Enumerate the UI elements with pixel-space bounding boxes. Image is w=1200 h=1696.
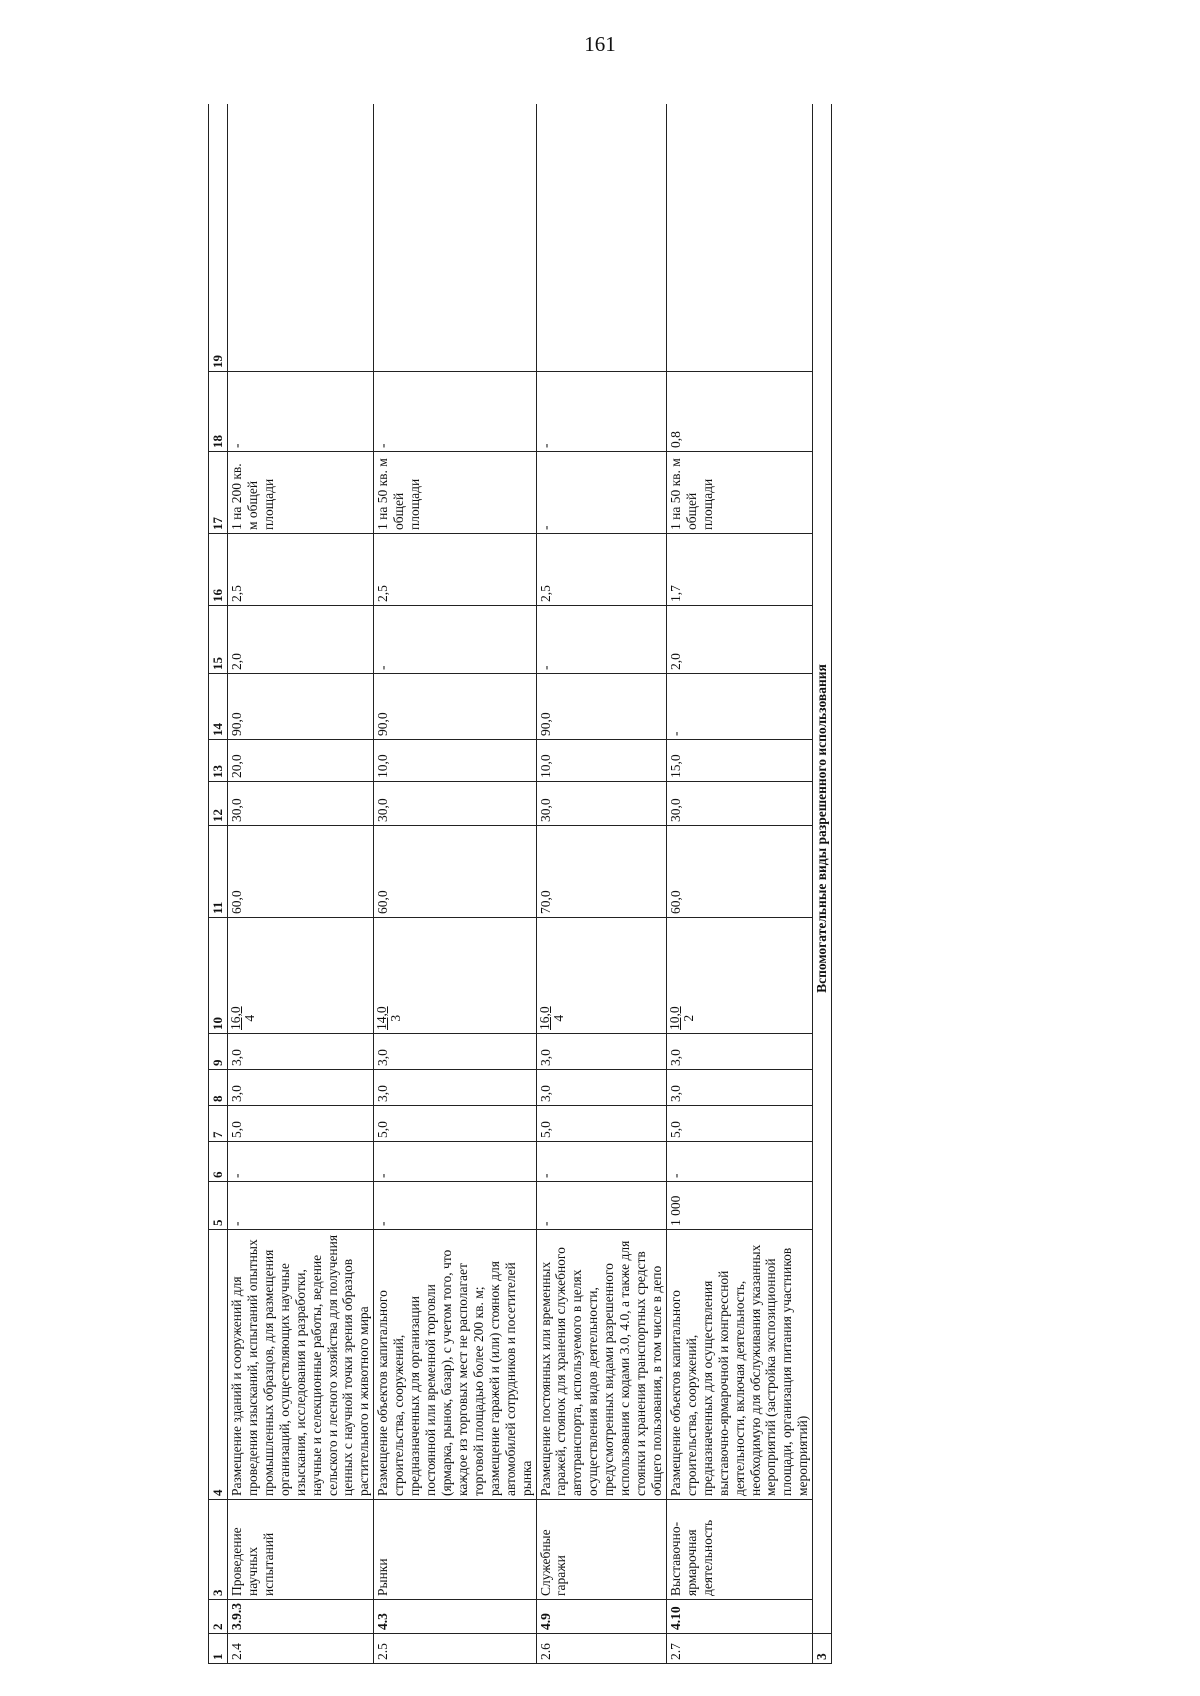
cell-col-17: 1 на 200 кв. м общей площади: [228, 452, 374, 534]
cell-col-5: -: [536, 1182, 666, 1230]
column-header-17: 17: [209, 452, 228, 534]
cell-col-15: 2,0: [666, 606, 812, 674]
column-header-16: 16: [209, 534, 228, 606]
cell-col-8: 3,0: [374, 1070, 536, 1106]
column-header-5: 5: [209, 1182, 228, 1230]
column-header-14: 14: [209, 674, 228, 740]
cell-col-15: 2,0: [228, 606, 374, 674]
table-row: [536, 104, 666, 1664]
cell-col-14: -: [666, 674, 812, 740]
fraction-numerator: 16,0: [228, 1006, 243, 1030]
fraction-numerator: 10,0: [666, 1006, 682, 1030]
cell-height-floors: [536, 918, 666, 1034]
header-row: [209, 104, 228, 1664]
fraction-denominator: 3: [388, 1014, 404, 1022]
cell-col-4: Размещение постоянных или временных гаражей, стоянок для хранения служебного автотранспорта, используемого в целях осуществления видов деятельности, предусмотренных видами разрешенного использования с кодами 3.0, 4.0, а также для стоянки и хранения транспортных средств общего пользования, в том числе в депо: [536, 1230, 666, 1500]
section-number: 3: [813, 1634, 832, 1664]
cell-col-14: 90,0: [374, 674, 536, 740]
cell-col-14: 90,0: [536, 674, 666, 740]
cell-col-6: -: [374, 1142, 536, 1182]
rotated-table-container: [208, 104, 1078, 1664]
cell-col-13: 20,0: [228, 740, 374, 782]
cell-col-2: 4.3: [374, 1600, 536, 1634]
regulations-table: [208, 104, 832, 1664]
cell-col-14: 90,0: [228, 674, 374, 740]
cell-col-19: [666, 104, 812, 372]
cell-col-17: -: [536, 452, 666, 534]
cell-col-19: [536, 104, 666, 372]
column-header-9: 9: [209, 1034, 228, 1070]
cell-col-1: 2.5: [374, 1634, 536, 1664]
column-header-15: 15: [209, 606, 228, 674]
cell-col-17: 1 на 50 кв. м общей площади: [666, 452, 812, 534]
column-header-8: 8: [209, 1070, 228, 1106]
cell-col-18: 0,8: [666, 372, 812, 452]
cell-col-1: 2.4: [228, 1634, 374, 1664]
cell-col-4: Размещение зданий и сооружений для проведения изысканий, испытаний опытных промышленных образцов, для размещения организаций, осуществляющих научные изыскания, исследования и разработки, научные и селекционные работы, ведение сельского и лесного хозяйства для получения ценных с научной точки зрения образцов растительного и животного мира: [228, 1230, 374, 1500]
fraction: [538, 1006, 566, 1030]
cell-height-floors: [228, 918, 374, 1034]
cell-col-6: -: [666, 1142, 812, 1182]
cell-col-15: -: [374, 606, 536, 674]
cell-col-5: 1 000: [666, 1182, 812, 1230]
fraction-numerator: 14,0: [374, 1006, 390, 1030]
cell-col-1: 2.7: [666, 1634, 812, 1664]
table-row: [666, 104, 812, 1664]
cell-col-12: 30,0: [228, 782, 374, 826]
cell-col-18: -: [228, 372, 374, 452]
fraction-denominator: 2: [681, 1014, 697, 1022]
cell-col-8: 3,0: [228, 1070, 374, 1106]
rotated-table: [208, 104, 1078, 1664]
cell-col-18: -: [374, 372, 536, 452]
cell-col-16: 2,5: [374, 534, 536, 606]
cell-col-16: 2,5: [536, 534, 666, 606]
cell-col-11: 60,0: [374, 826, 536, 918]
column-header-7: 7: [209, 1106, 228, 1142]
cell-col-12: 30,0: [536, 782, 666, 826]
column-header-13: 13: [209, 740, 228, 782]
column-header-6: 6: [209, 1142, 228, 1182]
cell-col-13: 10,0: [374, 740, 536, 782]
cell-col-12: 30,0: [374, 782, 536, 826]
cell-col-19: [228, 104, 374, 372]
cell-col-4: Размещение объектов капитального строительства, сооружений, предназначенных для организации постоянной или временной торговли (ярмарка, рынок, базар), с учетом того, что каждое из торговых мест не располагает торговой площадью более 200 кв. м; размещение гаражей и (или) стоянок для автомобилей сотрудников и посетителей рынка: [374, 1230, 536, 1500]
column-header-3: 3: [209, 1500, 228, 1600]
cell-col-3: Выставочно-ярмарочная деятельность: [666, 1500, 812, 1600]
cell-col-3: Проведение научных испытаний: [228, 1500, 374, 1600]
cell-col-18: -: [536, 372, 666, 452]
cell-col-4: Размещение объектов капитального строительства, сооружений, предназначенных для осуществления выставочно-ярмарочной и конгрессной деятельности, включая деятельность, необходимую для обслуживания указанных мероприятий (застройка экспозиционной площади, организация питания участников мероприятий): [666, 1230, 812, 1500]
cell-col-1: 2.6: [536, 1634, 666, 1664]
fraction: [229, 1006, 257, 1030]
cell-col-2: 3.9.3: [228, 1600, 374, 1634]
cell-col-6: -: [228, 1142, 374, 1182]
cell-col-12: 30,0: [666, 782, 812, 826]
cell-col-16: 1,7: [666, 534, 812, 606]
column-header-18: 18: [209, 372, 228, 452]
cell-height-floors: [666, 918, 812, 1034]
cell-height-floors: [374, 918, 536, 1034]
cell-col-16: 2,5: [228, 534, 374, 606]
cell-col-5: -: [228, 1182, 374, 1230]
cell-col-9: 3,0: [374, 1034, 536, 1070]
section-title: Вспомогательные виды разрешенного использования: [813, 104, 832, 1634]
cell-col-8: 3,0: [666, 1070, 812, 1106]
cell-col-5: -: [374, 1182, 536, 1230]
cell-col-3: Рынки: [374, 1500, 536, 1600]
cell-col-9: 3,0: [536, 1034, 666, 1070]
table-row: [228, 104, 374, 1664]
column-header-12: 12: [209, 782, 228, 826]
cell-col-7: 5,0: [536, 1106, 666, 1142]
cell-col-19: [374, 104, 536, 372]
cell-col-17: 1 на 50 кв. м общей площади: [374, 452, 536, 534]
column-header-19: 19: [209, 104, 228, 372]
cell-col-7: 5,0: [228, 1106, 374, 1142]
cell-col-11: 70,0: [536, 826, 666, 918]
column-header-4: 4: [209, 1230, 228, 1500]
column-header-2: 2: [209, 1600, 228, 1634]
column-header-1: 1: [209, 1634, 228, 1664]
fraction-numerator: 16,0: [536, 1006, 552, 1030]
fraction: [668, 1006, 696, 1030]
cell-col-3: Служебные гаражи: [536, 1500, 666, 1600]
cell-col-13: 10,0: [536, 740, 666, 782]
cell-col-9: 3,0: [228, 1034, 374, 1070]
cell-col-7: 5,0: [374, 1106, 536, 1142]
fraction-denominator: 4: [242, 1014, 258, 1022]
cell-col-6: -: [536, 1142, 666, 1182]
fraction: [375, 1006, 403, 1030]
cell-col-8: 3,0: [536, 1070, 666, 1106]
cell-col-13: 15,0: [666, 740, 812, 782]
cell-col-9: 3,0: [666, 1034, 812, 1070]
cell-col-11: 60,0: [666, 826, 812, 918]
column-header-10: 10: [209, 918, 228, 1034]
table-row: [374, 104, 536, 1664]
column-header-11: 11: [209, 826, 228, 918]
cell-col-2: 4.10: [666, 1600, 812, 1634]
cell-col-15: -: [536, 606, 666, 674]
cell-col-11: 60,0: [228, 826, 374, 918]
fraction-denominator: 4: [550, 1014, 566, 1022]
cell-col-2: 4.9: [536, 1600, 666, 1634]
cell-col-7: 5,0: [666, 1106, 812, 1142]
page-number: 161: [584, 32, 616, 56]
section-row: [813, 104, 832, 1664]
